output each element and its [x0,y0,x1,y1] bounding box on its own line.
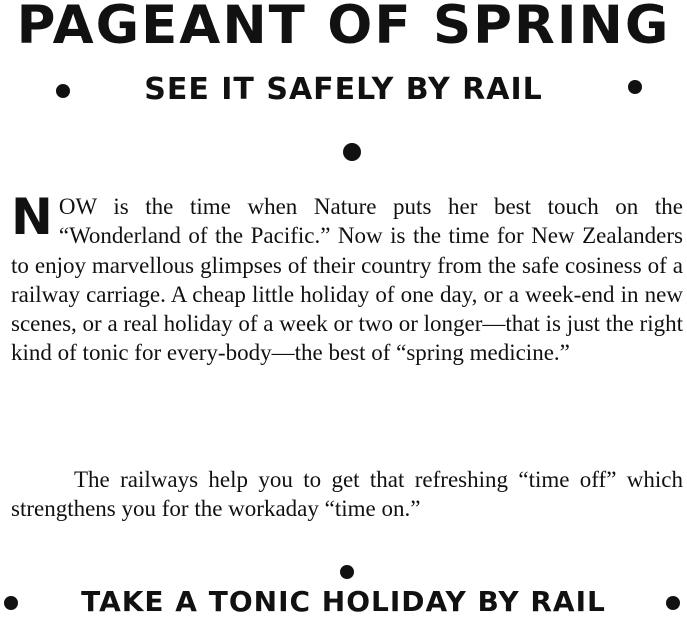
headline: PAGEANT OF SPRING [16,0,671,56]
body-paragraph [11,188,683,368]
bullet-icon [343,143,361,161]
drop-cap: N [11,188,53,246]
subheadline: SEE IT SAFELY BY RAIL [144,72,543,107]
bullet-icon [628,80,642,94]
bullet-icon [340,565,354,579]
footer-slogan: TAKE A TONIC HOLIDAY BY RAIL [81,585,606,618]
body-paragraph: The railways help you to get that refreshing “time off” which strengthens you for the workaday “time on.” [11,467,683,522]
bullet-icon [666,596,680,610]
body-paragraph-text: OW is the time when Nature puts her best touch on the “Wonderland of the Pacific.” Now is the time for New Zealanders to enjoy marvellous glimpses of their country from the safe cosiness of a railway carriage. A cheap little holiday of one day, or a week-end in new scenes, or a real holiday of a week or two or longer—that is just the right kind of tonic for every-body—the best of “spring medicine.” [11,194,683,366]
